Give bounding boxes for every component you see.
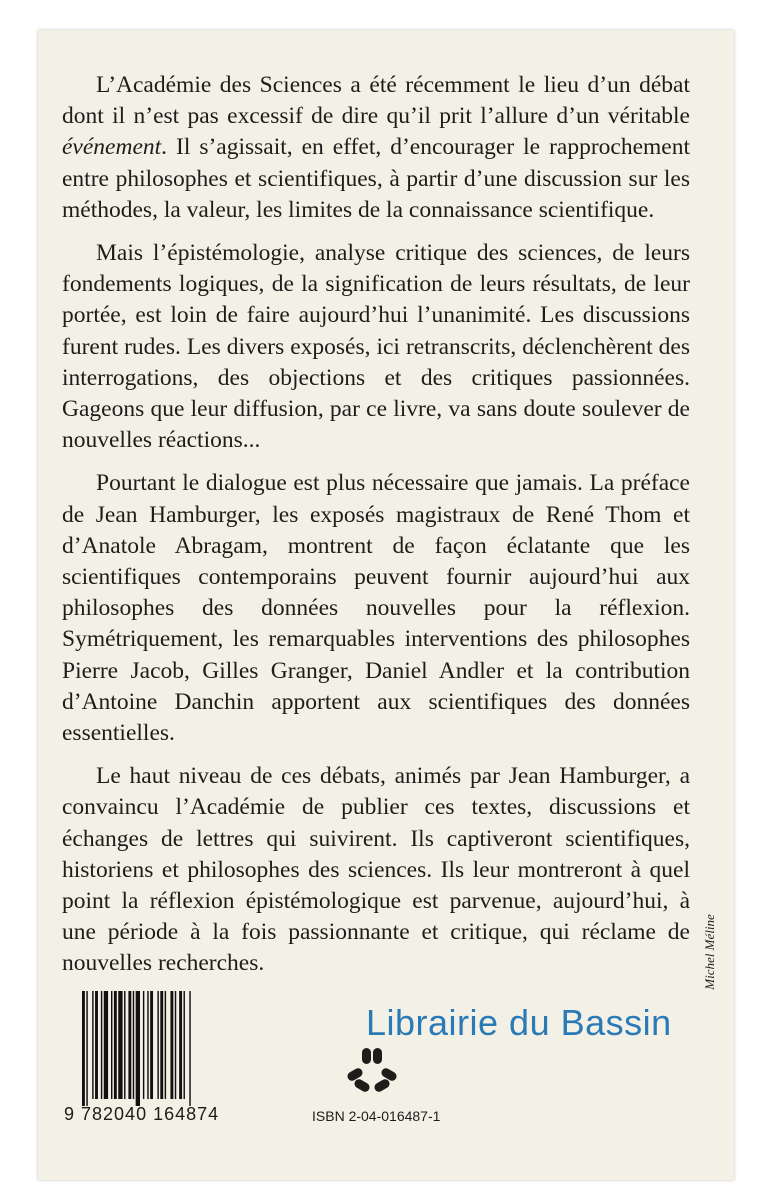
barcode-bar [92, 991, 93, 1099]
isbn-label: ISBN 2-04-016487-1 [312, 1108, 441, 1124]
barcode-bar [147, 991, 148, 1099]
barcode-bar [111, 991, 112, 1099]
logo-lobe [373, 1048, 382, 1064]
barcode-bar [114, 991, 117, 1099]
photographer-credit-text: Michel Méline [702, 914, 717, 990]
paragraph-4: Le haut niveau de ces débats, animés par Jean Hamburger, a convaincu l’Académie de publier ces textes, discussions et échanges de lettres qui suivirent. Ils captiveront scientifiques, historiens et philosophes des sciences. Ils leur montreront à quel point la réflexion épistémologique est parvenue, aujourd’hui, à une période à la fois passionnante et critique, qui réclame de nouvelles recherches. [62, 763, 690, 977]
barcode [82, 991, 222, 1106]
paragraph-1-end: . Il s’agissait, en effet, d’encourager le rapprochement entre philosophes et scientifiques, à partir d’une discussion sur les méthodes, la valeur, les limites de la connaissance scientifique. [62, 134, 690, 223]
logo-lobe [353, 1078, 371, 1094]
logo-center [368, 1068, 376, 1076]
barcode-bar [157, 991, 158, 1099]
barcode-bar [124, 991, 125, 1099]
barcode-bar [189, 991, 190, 1106]
barcode-bar [143, 991, 144, 1099]
barcode-bar [104, 991, 108, 1099]
barcode-bar [101, 991, 102, 1099]
barcode-number: 9 782040 164874 [64, 1104, 220, 1124]
barcode-bar [150, 991, 153, 1099]
publisher-logo-icon [344, 1046, 400, 1094]
barcode-bar [170, 991, 173, 1099]
photographer-credit [700, 912, 720, 992]
barcode-bar [165, 991, 166, 1099]
barcode-bar [95, 991, 98, 1099]
paragraph-1 [62, 70, 690, 226]
logo-lobe [362, 1048, 371, 1064]
barcode-bar [136, 991, 140, 1106]
barcode-bar [133, 991, 134, 1099]
barcode-bar [82, 991, 85, 1106]
barcode-bar [118, 991, 122, 1099]
back-cover-text [62, 70, 690, 980]
paragraph-1-emphasis: événement [62, 134, 162, 161]
barcode-bar [179, 991, 182, 1099]
barcode-bars [82, 991, 222, 1106]
paragraph-3: Pourtant le dialogue est plus nécessaire que jamais. La préface de Jean Hamburger, les exposés magistraux de René Thom et d’Anatole Abragam, montrent de façon éclatante que les scientifiques contemporains peuvent fournir aujourd’hui aux philosophes des données nouvelles pour la réflexion. Symétriquement, les remarquables interventions des philosophes Pierre Jacob, Gilles Granger, Daniel Andler et la contribution d’Antoine Danchin apportent aux scientifiques des données essentielles. [62, 470, 690, 747]
bookshop-watermark: Librairie du Bassin [366, 1002, 672, 1043]
paragraph-1-start: L’Académie des Sciences a été récemment le lieu d’un débat dont il n’est pas excessif de dire qu’il prit l’allure d’un véritable [62, 72, 690, 130]
barcode-bar [175, 991, 176, 1099]
barcode-bar [184, 991, 185, 1099]
barcode-bar [86, 991, 87, 1106]
barcode-bar [160, 991, 163, 1099]
barcode-bar [128, 991, 131, 1099]
paragraph-2: Mais l’épistémologie, analyse critique des sciences, de leurs fondements logiques, de la signification de leurs résultats, de leur portée, est loin de faire aujourd’hui l’unanimité. Les discussions furent rudes. Les divers exposés, ici retranscrits, déclenchèrent des interrogations, des objections et des critiques passionnées. Gageons que leur diffusion, par ce livre, va sans doute soulever de nouvelles réactions... [62, 240, 690, 454]
logo-lobe [373, 1078, 391, 1094]
